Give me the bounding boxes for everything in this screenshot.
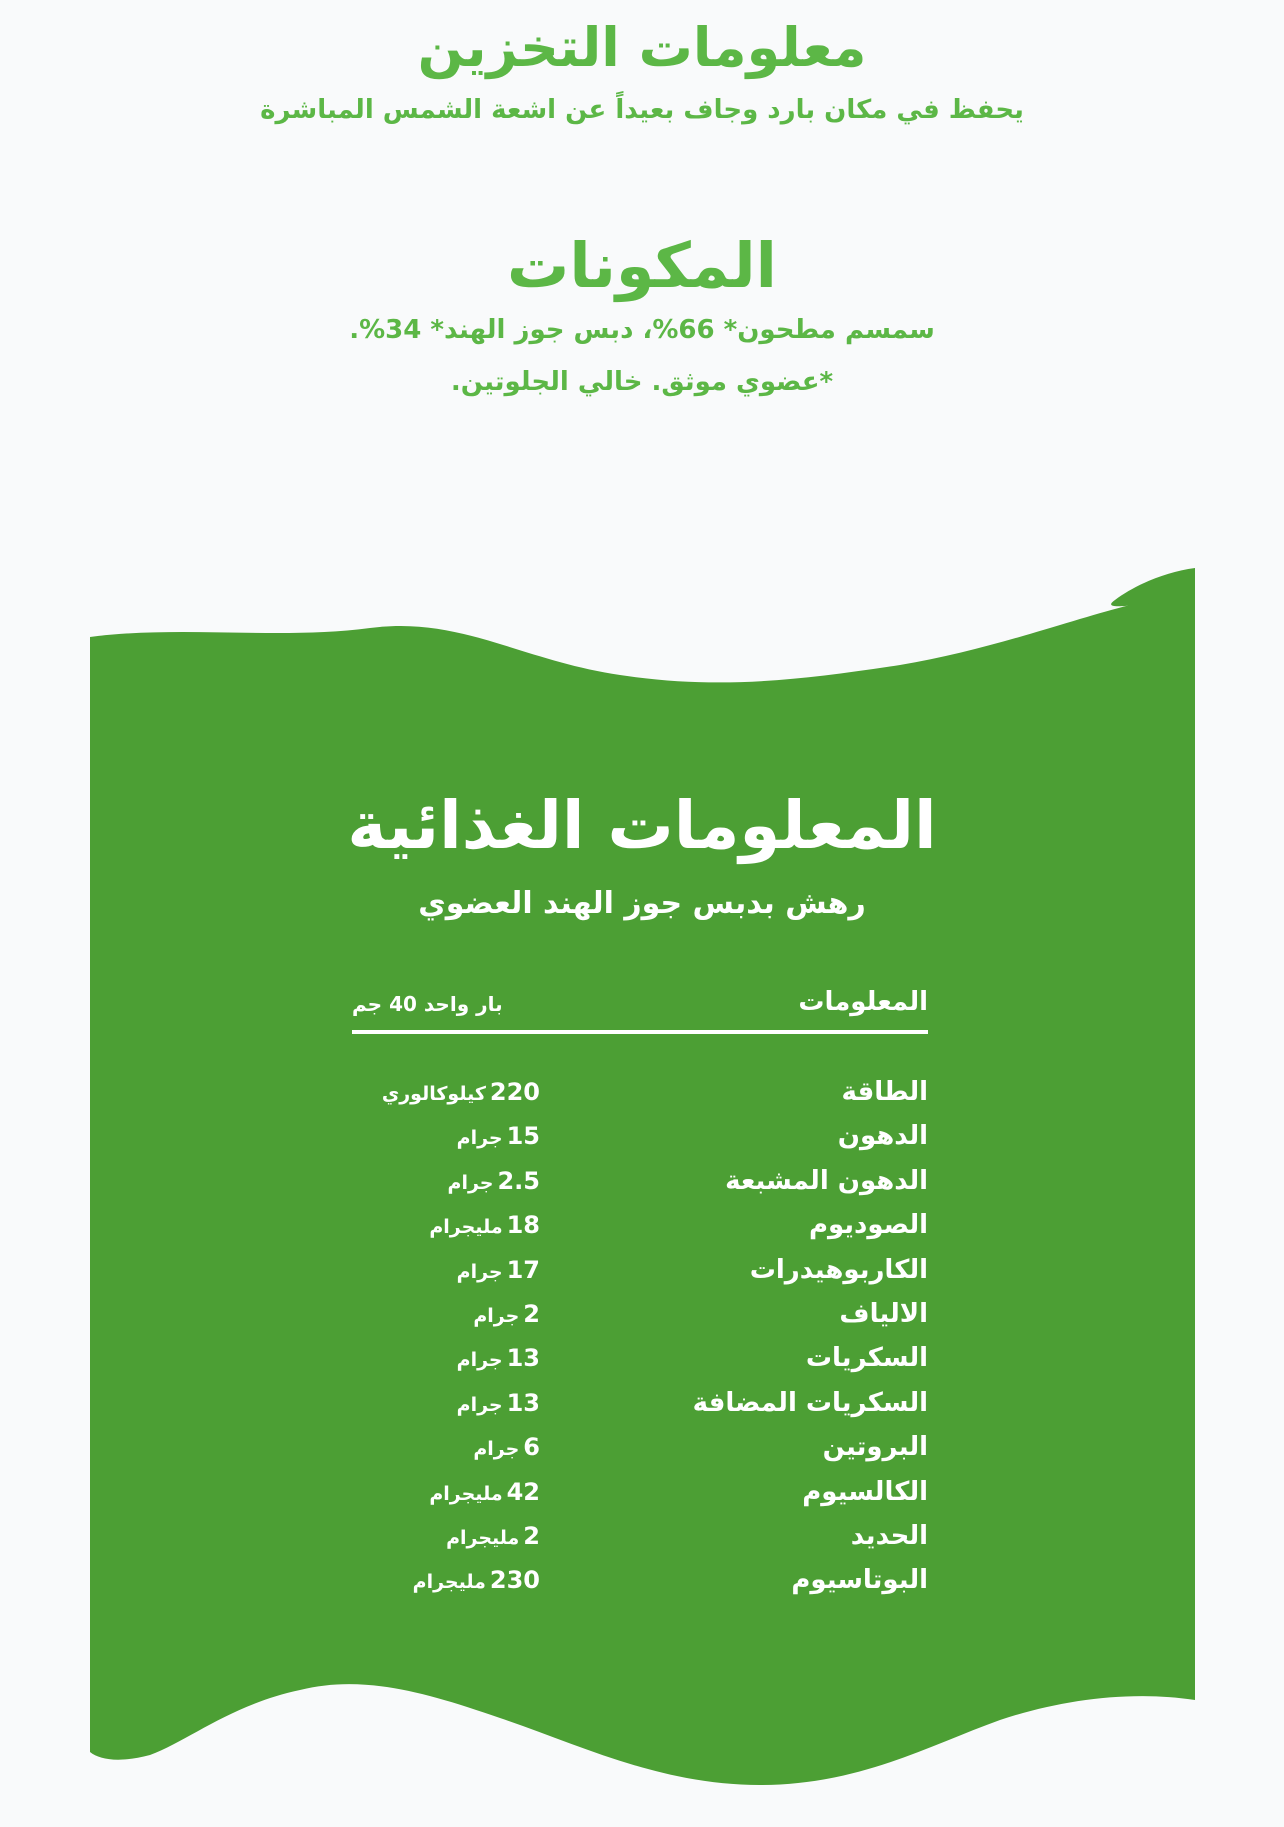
row-label: الطاقة: [841, 1077, 928, 1107]
row-label: البوتاسيوم: [791, 1565, 928, 1596]
header-serving: بار واحد 40 جم: [352, 992, 503, 1016]
table-row: [352, 1159, 928, 1203]
table-row: [352, 1514, 928, 1558]
row-value-number: 2: [523, 1521, 540, 1550]
row-label: الدهون المشبعة: [725, 1165, 928, 1196]
row-value: [382, 1070, 540, 1117]
nutrition-title: المعلومات الغذائية: [347, 787, 937, 864]
row-label: البروتين: [822, 1432, 928, 1463]
storage-text: يحفظ في مكان بارد وجاف بعيداً عن اشعة الشمس المباشرة: [260, 95, 1024, 125]
table-row: [352, 1070, 928, 1114]
row-value: [413, 1558, 540, 1605]
row-value-unit: جرام: [473, 1438, 520, 1461]
row-value-number: 2: [523, 1299, 540, 1328]
row-label: الكالسيوم: [802, 1476, 928, 1507]
table-row: [352, 1381, 928, 1425]
row-value-number: 13: [506, 1388, 540, 1417]
row-value-unit: مليجرام: [446, 1526, 520, 1549]
row-value-unit: مليجرام: [429, 1482, 503, 1505]
row-value-number: 15: [506, 1122, 540, 1151]
row-value-number: 17: [506, 1255, 540, 1284]
table-divider: [352, 1030, 928, 1034]
row-value: [429, 1470, 540, 1517]
ingredients-title: المكونات: [507, 229, 777, 302]
row-value-unit: جرام: [456, 1349, 503, 1372]
table-row: [352, 1336, 928, 1380]
row-value: [457, 1114, 540, 1161]
row-value: [429, 1203, 540, 1250]
row-value-unit: كيلوكالوري: [381, 1083, 486, 1105]
header-label: المعلومات: [798, 987, 928, 1017]
nutrition-table-header: [352, 982, 928, 1026]
row-value-unit: جرام: [456, 1260, 503, 1283]
row-label: الصوديوم: [808, 1210, 928, 1241]
nutrition-subtitle: رهش بدبس جوز الهند العضوي: [418, 886, 866, 921]
nutrition-table: [352, 1070, 928, 1603]
table-row: [352, 1292, 928, 1336]
row-value-unit: مليجرام: [412, 1571, 486, 1594]
row-value: [473, 1425, 540, 1472]
row-value-number: 18: [506, 1211, 540, 1240]
row-value-unit: جرام: [456, 1393, 503, 1416]
storage-title: معلومات التخزين: [417, 16, 867, 79]
row-label: الدهون: [837, 1121, 928, 1152]
row-value-number: 220: [489, 1078, 540, 1106]
row-value-unit: جرام: [473, 1304, 520, 1327]
table-row: [352, 1114, 928, 1158]
row-value-unit: جرام: [447, 1171, 494, 1194]
row-label: السكريات المضافة: [692, 1387, 928, 1418]
row-value: [446, 1514, 540, 1561]
row-value-number: 6: [523, 1433, 540, 1462]
row-value: [473, 1292, 540, 1339]
row-value-number: 2.5: [497, 1166, 540, 1195]
row-label: السكريات: [805, 1343, 928, 1374]
row-value: [457, 1336, 540, 1383]
row-value: [448, 1159, 540, 1206]
row-value-number: 13: [506, 1344, 540, 1373]
row-label: الكاربوهيدرات: [749, 1254, 928, 1285]
ingredients-note: *عضوي موثق. خالي الجلوتين.: [450, 367, 834, 397]
row-value-unit: جرام: [456, 1127, 503, 1150]
table-row: [352, 1248, 928, 1292]
row-label: الالياف: [839, 1298, 928, 1329]
row-value-unit: مليجرام: [429, 1216, 503, 1239]
row-value-number: 230: [489, 1566, 540, 1595]
row-value-number: 42: [506, 1477, 540, 1506]
table-row: [352, 1470, 928, 1514]
row-value: [457, 1248, 540, 1295]
table-row: [352, 1558, 928, 1602]
row-value: [457, 1381, 540, 1428]
ingredients-text: سمسم مطحون* 66%، دبس جوز الهند* 34%.: [349, 315, 935, 345]
table-row: [352, 1203, 928, 1247]
row-label: الحديد: [850, 1520, 928, 1551]
table-row: [352, 1425, 928, 1469]
